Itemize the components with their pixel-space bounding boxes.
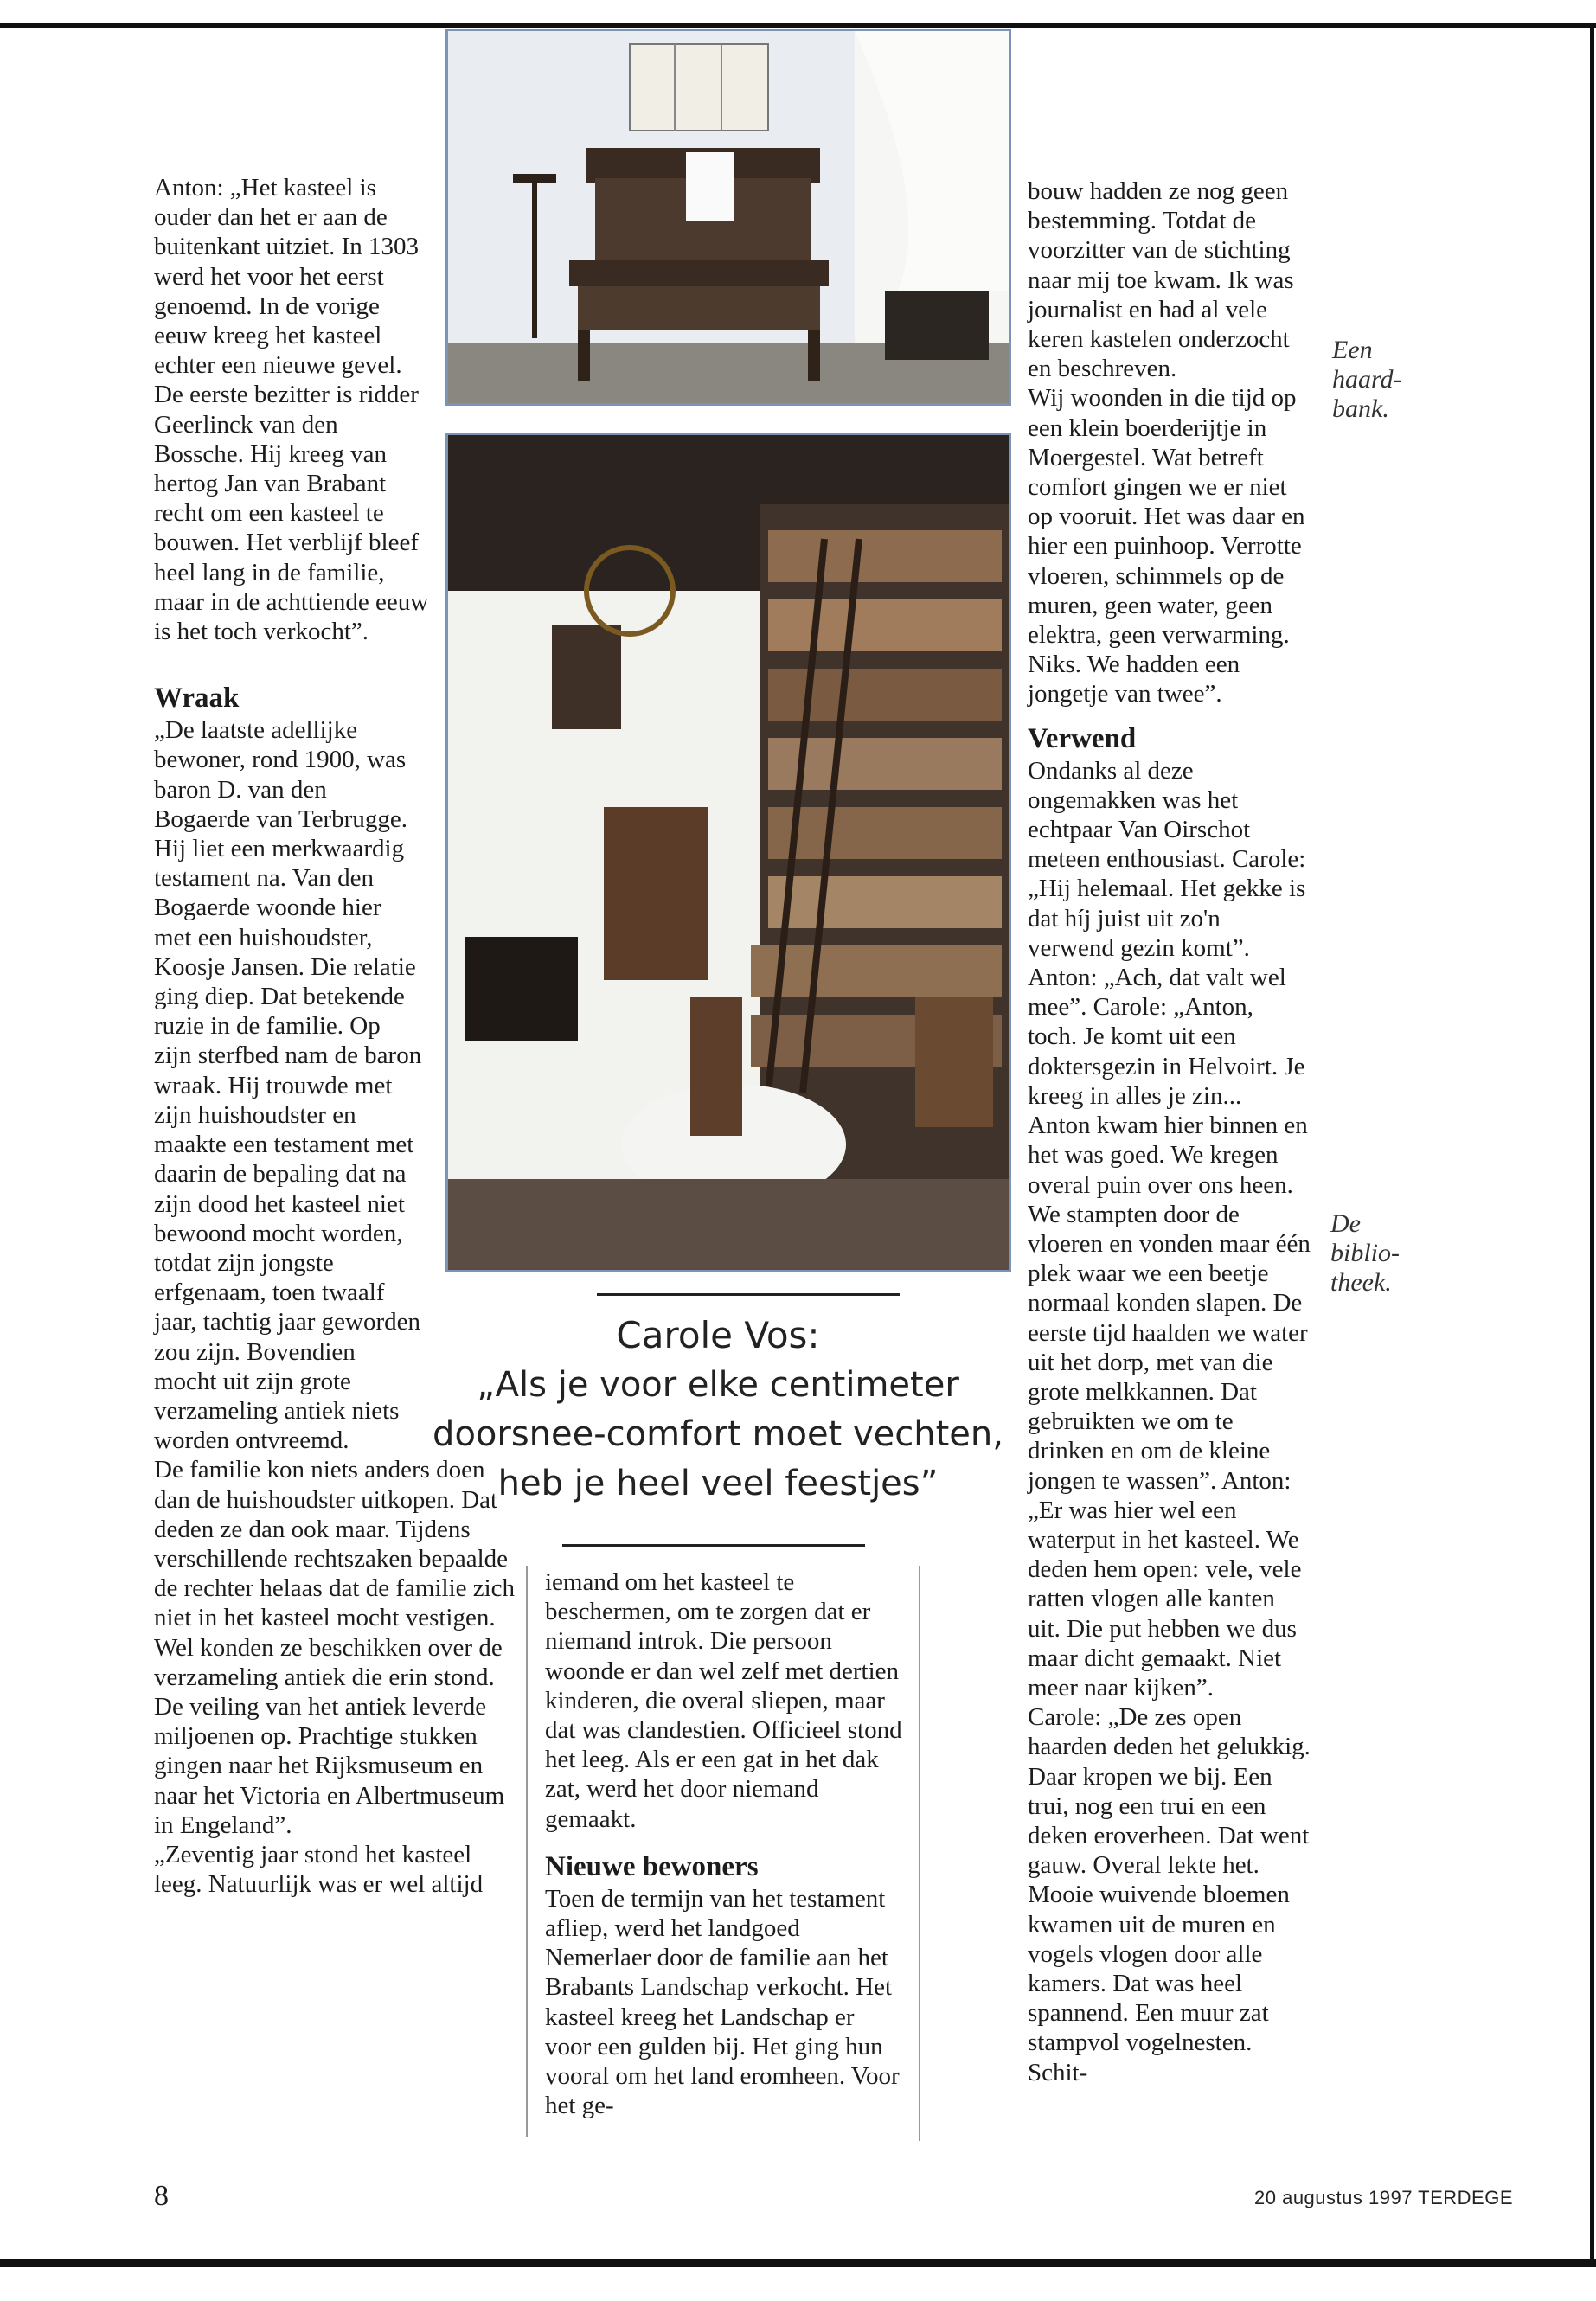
quote-line-1: „Als je voor elke centimeter (477, 1365, 959, 1405)
quote-line-3: heb je heel veel feestjes” (497, 1464, 939, 1503)
column-3-paragraph-3: Ondanks al deze ongemakken was het echtpaar Van Oirschot meteen enthousiast. Carole: „Hij helemaal. Het gekke is dat híj juist uit zo'n verwend gezin komt”. Anton: „Ach, dat valt wel mee”. Carole: „Anton, toch. Je komt uit een doktersgezin in Helvoirt. Je kreeg in alles je zin... (1028, 756, 1306, 1110)
footer-issue-date: 20 augustus 1997 TERDEGE (1254, 2187, 1513, 2208)
column-3-paragraph-1: bouw hadden ze nog geen bestemming. Totdat de voorzitter van de stichting naar mij toe kwam. Ik was journalist en had al vele keren kastelen onderzocht en beschreven. (1028, 177, 1294, 383)
column-3 (1028, 176, 1339, 2087)
photo-hearth-bench (445, 29, 1011, 406)
quote-rule-bottom (562, 1544, 865, 1547)
heading-verwend: Verwend (1028, 722, 1137, 754)
caption-hearth-bench: Een haard-bank. (1332, 336, 1402, 423)
column-3-paragraph-5: Carole: „De zes open haarden deden het gelukkig. Daar kropen we bij. Een trui, nog een trui en een deken eroverheen. Dat went gauw. Overal lekte het. Mooie wuivende bloemen kwamen uit de muren en vogels vlogen door alle kamers. Dat was heel spannend. Een muur zat stampvol vogelnesten. Schit- (1028, 1703, 1311, 2086)
wraak-paragraph-4: „Zeventig jaar stond het kasteel leeg. Natuurlijk was er wel altijd (154, 1840, 484, 1899)
heading-nieuwe-bewoners: Nieuwe bewoners (545, 1850, 759, 1882)
intro-paragraph: Anton: „Het kasteel is ouder dan het er aan de buitenkant uitziet. In 1303 werd het voor het eerst genoemd. In de vorige eeuw kreeg het kasteel echter een nieuwe gevel. De eerste bezitter is ridder Geerlinck van den Bossche. Hij kreeg van hertog Jan van Brabant recht om een kasteel te bouwen. Het verblijf bleef heel lang in de familie, maar in de achttiende eeuw is het toch verkocht”. (154, 174, 429, 646)
column-2 (545, 1567, 904, 2120)
wraak-paragraph-2: De familie kon niets anders doen dan de huishoudster uitkopen. Dat deden ze dan ook maar. Tijdens verschillende rechtszaken bepaalde de rechter helaas dat de familie zich niet in het kasteel mocht vestigen. Wel konden ze beschikken over de verzameling antiek die erin stond. (154, 1456, 516, 1691)
column-1 (154, 173, 517, 1899)
caption-library: De biblio-theek. (1330, 1209, 1400, 1297)
library-image (448, 435, 1009, 1270)
pull-quote (433, 1311, 1003, 1509)
column-divider-left (526, 1566, 528, 2137)
wraak-paragraph-3: De veiling van het antiek leverde miljoenen op. Prachtige stukken gingen naar het Rijksmuseum en naar het Victoria en Albertmuseum in Engeland”. (154, 1692, 505, 1839)
heading-wraak: Wraak (154, 683, 240, 715)
bottom-border-rule (0, 2259, 1596, 2267)
column-3-paragraph-4: Anton kwam hier binnen en het was goed. We kregen overal puin over ons heen. We stampten door de vloeren en vonden maar één plek waar we een beetje normaal konden slapen. De eerste tijd haalden we water uit het dorp, met van die grote melkkannen. Dat gebruikten we om te drinken en om de kleine jongen te wassen”. Anton: „Er was hier wel een waterput in het kasteel. We deden hem open: vele, vele ratten vlogen alle kanten uit. Die put hebben we dus maar dicht gemaakt. Niet meer naar kijken”. (1028, 1112, 1311, 1702)
column-2-paragraph-1: iemand om het kasteel te beschermen, om te zorgen dat er niemand introk. Die persoon woonde er dan wel zelf met dertien kinderen, die overal sliepen, maar dat was clandestien. Officieel stond het leeg. Als er een gat in het dak zat, werd het door niemand gemaakt. (545, 1568, 902, 1833)
photo-library (445, 433, 1011, 1272)
wraak-paragraph-1: „De laatste adellijke bewoner, rond 1900, was baron D. van den Bogaerde van Terbrugge. Hij liet een merkwaardig testament na. Van den Bogaerde woonde hier met een huishoudster, Koosje Jansen. Die relatie ging diep. Dat betekende ruzie in de familie. Op zijn sterfbed nam de baron wraak. Hij trouwde met zijn huishoudster en maakte een testament met daarin de bepaling dat na zijn dood het kasteel niet bewoond mocht worden, totdat zijn jongste erfgenaam, toen twaalf jaar, tachtig jaar geworden zou zijn. Bovendien mocht uit zijn grote verzameling antiek niets worden ontvreemd. (154, 716, 422, 1455)
column-3-paragraph-2: Wij woonden in die tijd op een klein boerderijtje in Moergestel. Wat betreft comfort gingen we er niet op vooruit. Het was daar en hier een puinhoop. Verrotte vloeren, schimmels op de muren, geen water, geen elektra, geen verwarming. Niks. We hadden een jongetje van twee”. (1028, 384, 1305, 708)
right-border-rule (1590, 23, 1594, 2264)
quote-line-2: doorsnee-comfort moet vechten, (433, 1414, 1003, 1454)
quote-speaker: Carole Vos: (616, 1314, 820, 1356)
column-divider-right (919, 1566, 920, 2141)
quote-rule-top (597, 1293, 900, 1296)
hearth-bench-image (448, 31, 1009, 403)
column-2-paragraph-2: Toen de termijn van het testament afliep, werd het landgoed Nemerlaer door de familie aan het Brabants Landschap verkocht. Het kasteel kreeg het Landschap er voor een gulden bij. Het ging hun vooral om het land eromheen. Voor het ge- (545, 1884, 900, 2120)
page-number: 8 (154, 2180, 169, 2212)
top-border-rule (0, 23, 1596, 28)
